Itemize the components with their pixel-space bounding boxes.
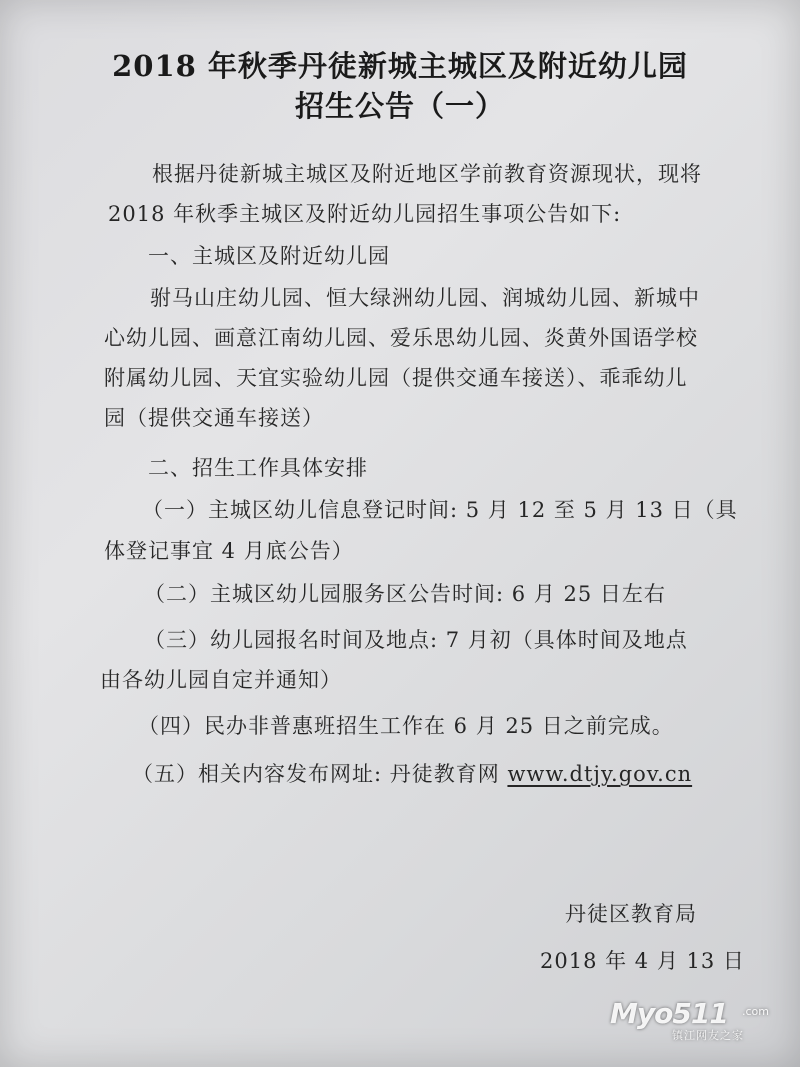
watermark-logo: [610, 997, 780, 1041]
item5-prefix: （五）相关内容发布网址: 丹徒教育网: [132, 762, 508, 786]
section2-heading: 二、招生工作具体安排: [148, 456, 368, 480]
section2-item3-line2: 由各幼儿园自定并通知）: [100, 668, 342, 692]
watermark-sub: 镇江网友之家: [672, 1029, 744, 1042]
watermark-main: Myo511: [610, 997, 728, 1030]
section2-item5: [132, 758, 692, 788]
section1-heading: 一、主城区及附近幼儿园: [148, 244, 390, 268]
website-link[interactable]: www.dtjy.gov.cn: [507, 762, 693, 786]
section2-item2: （二）主城区幼儿园服务区公告时间: 6 月 25 日左右: [144, 582, 666, 606]
intro-line-2: 2018 年秋季主城区及附近幼儿园招生事项公告如下:: [108, 202, 622, 226]
section2-item1-line2: 体登记事宜 4 月底公告）: [104, 539, 354, 563]
section1-line-1: 驸马山庄幼儿园、恒大绿洲幼儿园、润城幼儿园、新城中: [150, 286, 700, 310]
signature-date: 2018 年 4 月 13 日: [540, 949, 745, 973]
signature-org: 丹徒区教育局: [565, 902, 697, 926]
section2-item3-line1: （三）幼儿园报名时间及地点: 7 月初（具体时间及地点: [144, 628, 688, 652]
intro-line-1: 根据丹徒新城主城区及附近地区学前教育资源现状，现将: [152, 162, 702, 186]
section1-line-3: 附属幼儿园、天宜实验幼儿园（提供交通车接送）、乖乖幼儿: [104, 366, 688, 390]
title-line-2: 招生公告（一）: [294, 89, 505, 123]
section2-item1-line1: （一）主城区幼儿信息登记时间: 5 月 12 至 5 月 13 日（具: [142, 498, 738, 522]
section2-item4: （四）民办非普惠班招生工作在 6 月 25 日之前完成。: [138, 714, 674, 738]
watermark-domain: .com: [742, 1005, 769, 1018]
section1-line-2: 心幼儿园、画意江南幼儿园、爱乐思幼儿园、炎黄外国语学校: [104, 326, 698, 350]
title-line-1: 2018 年秋季丹徒新城主城区及附近幼儿园: [112, 49, 688, 83]
section1-line-4: 园（提供交通车接送）: [104, 406, 324, 430]
